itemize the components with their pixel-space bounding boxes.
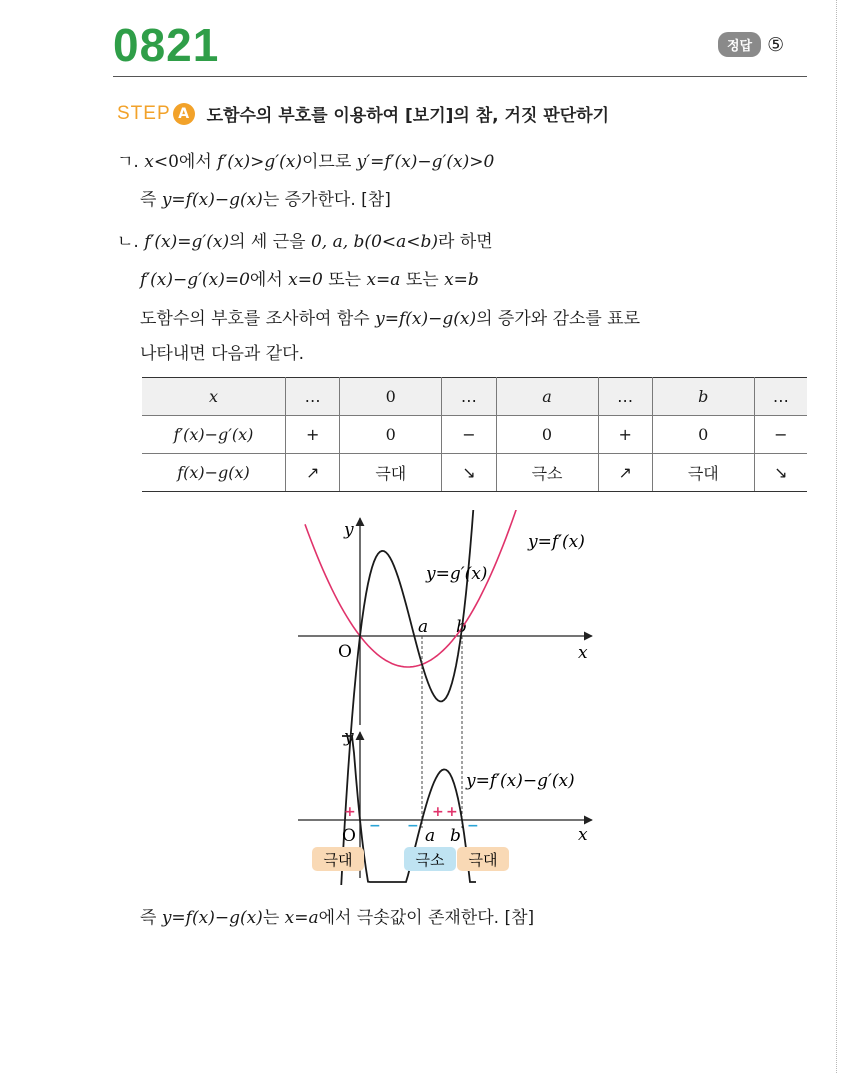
a-label: a <box>418 617 429 637</box>
table-cell: a <box>496 378 598 416</box>
step-title: 도함수의 부호를 이용하여 [보기]의 참, 거짓 판단하기 <box>206 106 609 126</box>
table-cell: 극소 <box>496 454 598 492</box>
step-heading <box>117 101 609 126</box>
table-cell: f(x)−g(x) <box>142 454 286 492</box>
table-cell: … <box>754 378 807 416</box>
text: 즉 <box>140 190 162 210</box>
answer-area <box>718 32 784 57</box>
text: 의 세 근을 <box>229 232 311 252</box>
math-text: f′(x)−g′(x)=0 <box>140 270 250 290</box>
table-cell: − <box>754 416 807 454</box>
table-cell: 극대 <box>340 454 442 492</box>
table-cell: f′(x)−g′(x) <box>142 416 286 454</box>
math-text: 0, a, b(0<a<b) <box>310 232 439 252</box>
table-cell: + <box>286 416 340 454</box>
table-row <box>142 416 807 454</box>
minus-sign: − <box>407 818 419 834</box>
tag-max-right: 극대 <box>468 851 498 869</box>
table-cell: ↘ <box>442 454 496 492</box>
text: 에서 <box>178 152 218 172</box>
origin-label: O <box>338 642 352 662</box>
f-prime-label: y=f′(x) <box>528 532 585 552</box>
math-text: x=a <box>284 908 319 928</box>
text: 는 증가한다. [참] <box>262 190 391 210</box>
table-cell: b <box>652 378 754 416</box>
math-text: x <box>144 152 154 172</box>
table-cell: … <box>598 378 652 416</box>
y-axis-label: y <box>344 727 354 747</box>
text: 즉 <box>140 908 162 928</box>
step-letter-badge: A <box>173 103 195 125</box>
table-cell: x <box>142 378 286 416</box>
table-cell: ↗ <box>286 454 340 492</box>
answer-badge: 정답 <box>718 32 761 57</box>
b-label: b <box>456 617 467 637</box>
sign-table <box>142 377 807 492</box>
text: 이므로 <box>302 152 357 172</box>
minus-sign: − <box>467 818 479 834</box>
math-text: y=f(x)−g(x) <box>375 309 477 329</box>
table-cell: 0 <box>340 416 442 454</box>
difference-label: y=f′(x)−g′(x) <box>466 771 575 791</box>
table-cell: + <box>598 416 652 454</box>
plus-sign: + <box>446 804 458 820</box>
table-cell: 극대 <box>652 454 754 492</box>
minus-sign: − <box>369 818 381 834</box>
y-axis-label: y <box>344 520 354 540</box>
text: 또는 <box>322 270 367 290</box>
g-prime-label: y=g′(x) <box>426 564 488 584</box>
text: 라 하면 <box>438 232 493 252</box>
table-cell: − <box>442 416 496 454</box>
math-text: < <box>153 152 169 172</box>
text: 는 <box>262 908 285 928</box>
item-marker: ㄱ. <box>117 152 139 172</box>
item-n-line4: 나타내면 다음과 같다. <box>140 344 305 364</box>
math-text: x=b <box>444 270 479 290</box>
table-cell: ↗ <box>598 454 652 492</box>
bottom-graph <box>298 727 592 882</box>
answer-value: ⑤ <box>767 33 785 56</box>
math-text: y′=f′(x)−g′(x)>0 <box>356 152 495 172</box>
item-g-line1 <box>117 147 494 172</box>
table-cell: … <box>286 378 340 416</box>
math-text: y=f(x)−g(x) <box>161 190 263 210</box>
table-row <box>142 378 807 416</box>
math-text: f′(x)>g′(x) <box>217 152 302 172</box>
graph-figure <box>280 510 660 885</box>
b-label: b <box>450 826 461 846</box>
table-cell: ↘ <box>754 454 807 492</box>
text: 또는 <box>400 270 445 290</box>
text: 의 증가와 감소를 표로 <box>476 309 641 329</box>
problem-number: 0821 <box>113 19 220 71</box>
math-text: f′(x)=g′(x) <box>144 232 230 252</box>
text: 도함수의 부호를 조사하여 함수 <box>140 309 376 329</box>
step-label: STEP <box>117 102 171 124</box>
table-row <box>142 454 807 492</box>
item-n-line3 <box>140 304 640 329</box>
x-axis-label: x <box>578 825 588 845</box>
origin-label: O <box>342 826 356 846</box>
math-text: y=f(x)−g(x) <box>161 908 263 928</box>
text: 에서 <box>249 270 289 290</box>
item-g-line2 <box>140 185 391 210</box>
conclusion-line <box>140 903 534 928</box>
table-cell: 0 <box>496 416 598 454</box>
item-marker: ㄴ. <box>117 232 139 252</box>
table-cell: 0 <box>340 378 442 416</box>
table-cell: … <box>442 378 496 416</box>
tag-max-left: 극대 <box>323 851 353 869</box>
item-n-line1 <box>117 227 493 252</box>
tag-min: 극소 <box>415 851 445 869</box>
math-text: x=a <box>366 270 401 290</box>
item-n-line2 <box>140 265 479 290</box>
plus-sign: + <box>432 804 444 820</box>
plus-sign: + <box>344 804 356 820</box>
header-divider <box>113 76 807 77</box>
x-axis-label: x <box>578 643 588 663</box>
page-edge-dotted-line <box>836 0 837 1073</box>
math-text: x=0 <box>288 270 323 290</box>
math-text: 0 <box>168 152 179 172</box>
a-label: a <box>425 826 436 846</box>
text: 에서 극솟값이 존재한다. [참] <box>318 908 535 928</box>
table-cell: 0 <box>652 416 754 454</box>
